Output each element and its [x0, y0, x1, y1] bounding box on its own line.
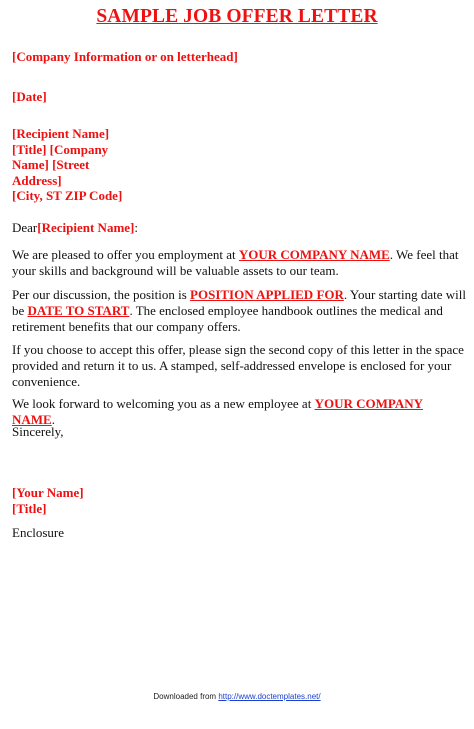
letterhead-placeholder: [Company Information or on letterhead] — [12, 49, 238, 64]
paragraph-welcome-text-b: . — [51, 412, 55, 427]
salutation-suffix: : — [134, 220, 138, 235]
company-name-placeholder-2: YOUR COMPANY NAME — [12, 396, 423, 427]
start-date-placeholder: DATE TO START — [27, 303, 130, 318]
recipient-line-1: [Recipient Name] — [12, 126, 110, 141]
paragraph-position-text-a: Per our discussion, the position is — [12, 287, 191, 302]
recipient-line-4: Address] — [12, 172, 62, 188]
salutation-recipient-name: [Recipient Name] — [37, 220, 135, 235]
paragraph-offer — [12, 247, 468, 279]
company-name-placeholder: YOUR COMPANY NAME — [238, 247, 390, 262]
paragraph-offer-text-a: We are pleased to offer you employment at — [12, 247, 239, 262]
enclosure-note: Enclosure — [12, 525, 64, 540]
paragraph-offer-text-b: . We feel that your skills and background will be valuable assets to our team. — [12, 247, 459, 278]
salutation-prefix: Dear — [12, 220, 38, 235]
date-placeholder: [Date] — [12, 89, 47, 104]
recipient-line-2: [Title] [Company — [12, 141, 109, 157]
recipient-address-block — [12, 126, 122, 204]
salutation — [12, 220, 468, 236]
paragraph-position — [12, 287, 468, 335]
closing: Sincerely, — [12, 424, 64, 439]
signature-title: [Title] — [12, 501, 47, 516]
footer-link[interactable]: http://www.doctemplates.net/ — [218, 692, 321, 701]
paragraph-position-text-b: . Your starting date will be — [12, 287, 466, 318]
paragraph-acceptance: If you choose to accept this offer, please sign the second copy of this letter in the space provided and return it to us. A stamped, self-addressed envelope is enclosed for your convenience. — [12, 342, 464, 389]
paragraph-welcome-text-a: We look forward to welcoming you as a new employee at — [12, 396, 315, 411]
page-title: SAMPLE JOB OFFER LETTER — [96, 6, 378, 27]
paragraph-position-text-c: . The enclosed employee handbook outlines the medical and retirement benefits that our company offers. — [12, 303, 443, 334]
recipient-line-3: Name] [Street — [12, 157, 90, 172]
position-placeholder: POSITION APPLIED FOR — [190, 287, 344, 302]
recipient-line-5: [City, ST ZIP Code] — [12, 188, 123, 203]
footer — [0, 692, 474, 701]
footer-prefix: Downloaded from — [153, 692, 219, 701]
signature-block — [12, 485, 84, 517]
signature-name: [Your Name] — [12, 485, 84, 500]
